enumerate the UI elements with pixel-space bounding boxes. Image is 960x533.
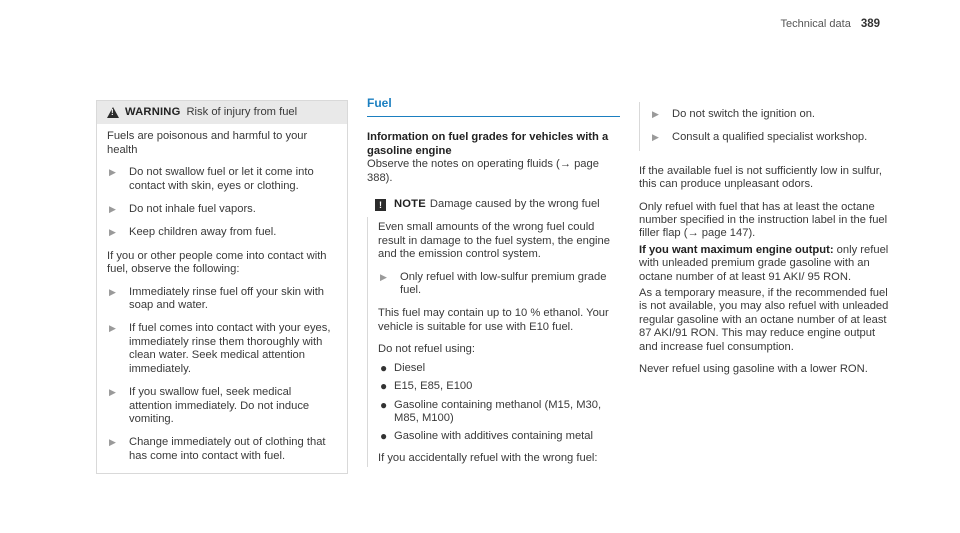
arrow-right-icon: ▶ xyxy=(109,437,116,448)
step-item: ▶ Do not swallow fuel or let it come into contact with skin, eyes or clothing. xyxy=(109,166,314,192)
do-not-text: Do not refuel using: xyxy=(378,343,476,356)
arrow-right-icon: ▶ xyxy=(109,167,116,178)
step-item: ▶ Consult a qualified specialist workshop. xyxy=(652,131,868,144)
arrow-right-icon: ▶ xyxy=(109,227,116,238)
bullet-icon: ● xyxy=(380,379,388,394)
temporary-text: As a temporary measure, if the recommended fuel is not available, you may also refuel with unleaded regular gasoline with an octane number of at least 87 AKI/91 RON. This may reduce engine output and increase fuel consumption. xyxy=(639,287,889,353)
step-item: ▶ Do not inhale fuel vapors. xyxy=(109,203,256,216)
note-label: NOTE xyxy=(394,198,426,211)
octane-text: Only refuel with fuel that has at least the octane number specified in the instruction label in the fuel filler flap (→ page 147). xyxy=(639,200,888,240)
note-block xyxy=(367,217,620,467)
note-header xyxy=(367,194,620,217)
bullet-icon: ● xyxy=(380,397,388,412)
note-title: Damage caused by the wrong fuel xyxy=(429,198,600,211)
bullet-icon: ● xyxy=(380,429,388,444)
sulfur-text: If the available fuel is not sufficiently low in sulfur, this can produce unpleasant odors. xyxy=(639,164,882,191)
note-text: Even small amounts of the wrong fuel could result in damage to the fuel system, the engine and the emission control system. xyxy=(378,221,610,261)
warning-body xyxy=(97,124,347,463)
page-number: 389 xyxy=(860,18,880,30)
ethanol-text: This fuel may contain up to 10 % ethanol. Your vehicle is suitable for use with E10 fuel. xyxy=(378,307,609,333)
sub-title: Information on fuel grades for vehicles with a gasoline engine xyxy=(367,131,609,157)
page-header xyxy=(780,18,880,31)
list-item: ● E15, E85, E100 xyxy=(380,379,473,394)
warning-label: WARNING xyxy=(125,106,181,118)
list-item: ● Gasoline with additives containing metal xyxy=(380,429,593,444)
warning-triangle-icon xyxy=(107,107,119,118)
continued-note-steps xyxy=(639,102,891,151)
step-item: ▶ If fuel comes into contact with your eyes, immediately rinse them thoroughly with clean water. Seek medical attention immediately. xyxy=(109,322,331,375)
note-exclamation-icon: ! xyxy=(375,199,386,211)
column-right xyxy=(639,102,891,386)
step-item: ▶ If you swallow fuel, seek medical attention immediately. Do not induce vomiting. xyxy=(109,386,310,425)
step-item: ▶ Do not switch the ignition on. xyxy=(652,108,816,120)
arrow-right-icon: ▶ xyxy=(109,387,116,398)
arrow-right-icon: ▶ xyxy=(109,323,116,334)
section-label: Technical data xyxy=(780,18,851,30)
arrow-right-icon: ▶ xyxy=(380,271,387,282)
column-left xyxy=(96,100,348,474)
observe-text: Observe the notes on operating fluids (→ page 388). xyxy=(367,158,599,184)
warning-header xyxy=(97,101,347,124)
accident-text: If you accidentally refuel with the wrong fuel: xyxy=(378,451,598,464)
warning-title: Risk of injury from fuel xyxy=(186,106,298,118)
fuel-list xyxy=(378,362,620,444)
warning-middle: If you or other people come into contact with fuel, observe the following: xyxy=(107,249,327,276)
step-item: ▶ Keep children away from fuel. xyxy=(109,226,277,239)
arrow-right-icon: ▶ xyxy=(109,286,116,297)
step-item: ▶ Only refuel with low-sulfur premium grade fuel. xyxy=(380,270,607,297)
arrow-right-icon: ▶ xyxy=(652,132,659,143)
list-item: ● Gasoline containing methanol (M15, M30, M85, M100) xyxy=(380,397,602,424)
step-item: ▶ Change immediately out of clothing that has come into contact with fuel. xyxy=(109,436,326,462)
bullet-icon: ● xyxy=(380,360,388,375)
list-item: ● Diesel xyxy=(380,360,426,375)
warning-intro: Fuels are poisonous and harmful to your health xyxy=(107,130,308,156)
step-item: ▶ Immediately rinse fuel off your skin with soap and water. xyxy=(109,285,325,312)
arrow-right-icon: ▶ xyxy=(109,204,116,215)
arrow-right-icon: ▶ xyxy=(652,109,659,119)
lower-ron-text: Never refuel using gasoline with a lower RON. xyxy=(639,363,868,376)
column-middle xyxy=(367,97,620,467)
max-output-text: If you want maximum engine output: only refuel with unleaded premium grade gasoline with an octane number of at least 91 AKI/ 95 RON. xyxy=(639,243,889,283)
max-output-label: If you want maximum engine output: xyxy=(639,243,834,256)
warning-box xyxy=(96,100,348,474)
section-title: Fuel xyxy=(367,97,620,117)
